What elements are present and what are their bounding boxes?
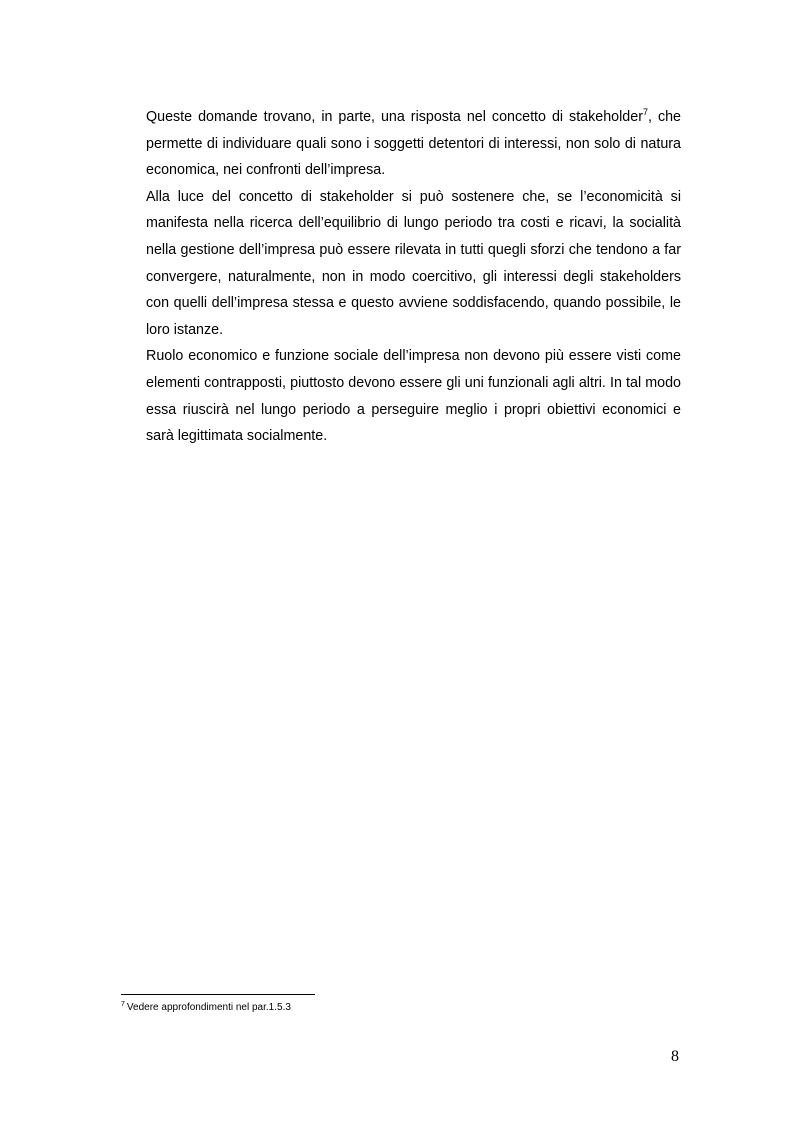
paragraph-2: Alla luce del concetto di stakeholder si può sostenere che, se l’economicità si manifesta nella ricerca dell’equilibrio di lungo periodo tra costi e ricavi, la socialità nella gestione dell’impresa può essere rilevata in tutti quegli sforzi che tendono a far convergere, naturalmente, non in modo coercitivo, gli interessi degli stakeholders con quelli dell’impresa stessa e questo avviene soddisfacendo, quando possibile, le loro istanze. (146, 188, 681, 338)
body-text (146, 104, 681, 450)
footnote-mark: 7 (121, 1000, 125, 1008)
footnote-reference: 7 (642, 107, 648, 118)
paragraph-1-text-start: Queste domande trovano, in parte, una risposta nel concetto di stakeholder (146, 109, 643, 125)
paragraph-1-text-end: , che permette di individuare quali sono i soggetti detentori di interessi, non solo di natura economica, nei confronti dell’impresa. (146, 109, 682, 179)
footnote-text: Vedere approfondimenti nel par.1.5.3 (126, 1002, 291, 1013)
page-number: 8 (671, 1048, 679, 1065)
paragraph-3: Ruolo economico e funzione sociale dell’impresa non devono più essere visti come elementi contrapposti, piuttosto devono essere gli uni funzionali agli altri. In tal modo essa riuscirà nel lungo periodo a perseguire meglio i propri obiettivi economici e sarà legittimata socialmente. (146, 348, 681, 445)
footnote (121, 1001, 291, 1015)
paragraph-1 (146, 104, 681, 184)
footnote-separator (121, 994, 315, 995)
